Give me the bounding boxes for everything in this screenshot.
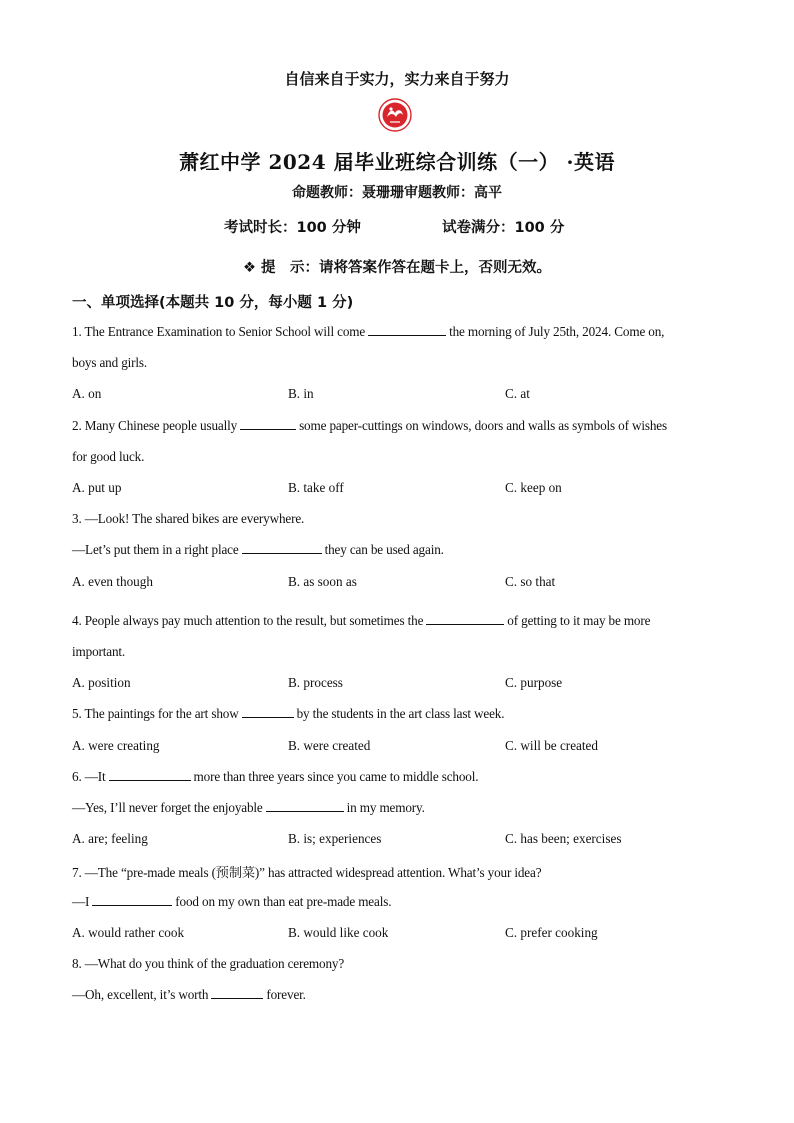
option-a: A. were creating	[72, 738, 160, 753]
question-line: for good luck.	[72, 449, 145, 464]
answer-blank	[426, 613, 504, 625]
option-c: C. at	[505, 386, 530, 401]
question-line: —Yes, I’ll never forget the enjoyable in my memory.	[72, 800, 425, 815]
option-b: B. were created	[288, 738, 371, 753]
option-b: B. as soon as	[288, 574, 357, 589]
option-c: C. keep on	[505, 480, 562, 495]
option-a: A. put up	[72, 480, 122, 495]
full-score: 试卷满分：100 分	[442, 220, 565, 236]
motto: 自信来自于实力，实力来自于努力	[284, 70, 510, 88]
option-a: A. would rather cook	[72, 925, 185, 940]
exam-title: 萧红中学 2024 届毕业班综合训练（一） ·英语	[178, 150, 615, 174]
option-c: C. prefer cooking	[505, 925, 598, 940]
option-c: C. so that	[505, 574, 556, 589]
time-limit: 考试时长：100 分钟	[224, 220, 361, 236]
option-a: A. position	[72, 675, 131, 690]
option-c: C. will be created	[505, 738, 599, 753]
option-b: B. take off	[288, 480, 344, 495]
question-line: 7. —The “pre-made meals (预制菜)” has attracted widespread attention. What’s your idea?	[72, 865, 542, 880]
notice: ❖ 提 示：请将答案作答在题卡上，否则无效。	[242, 260, 552, 276]
question-line: —Let’s put them in a right place they can be used again.	[72, 542, 444, 557]
option-b: B. in	[288, 386, 314, 401]
question-line: 1. The Entrance Examination to Senior School will come the morning of July 25th, 2024. Come on,	[72, 324, 665, 339]
answer-blank	[92, 894, 172, 906]
question-line: 4. People always pay much attention to the result, but sometimes the of getting to it may be more	[72, 613, 651, 628]
option-a: A. even though	[72, 574, 153, 589]
teachers-line: 命题教师：聂珊珊审题教师：高平	[292, 185, 502, 201]
answer-blank	[242, 542, 322, 554]
option-b: B. is; experiences	[288, 831, 382, 846]
answer-blank	[266, 800, 344, 812]
question-line: 8. —What do you think of the graduation ceremony?	[72, 956, 345, 971]
question-line: boys and girls.	[72, 355, 148, 370]
answer-blank	[242, 706, 294, 718]
answer-blank	[240, 418, 296, 430]
question-line: 3. —Look! The shared bikes are everywhere.	[72, 511, 305, 526]
option-a: A. on	[72, 386, 102, 401]
section-title: 一、单项选择(本题共 10 分，每小题 1 分)	[72, 295, 354, 311]
school-emblem-icon	[378, 98, 412, 132]
answer-blank	[368, 324, 446, 336]
question-line: 6. —It more than three years since you came to middle school.	[72, 769, 479, 784]
question-line: important.	[72, 644, 126, 659]
question-line: 5. The paintings for the art show by the students in the art class last week.	[72, 706, 505, 721]
option-c: C. purpose	[505, 675, 563, 690]
question-line: —I food on my own than eat pre-made meals.	[72, 894, 392, 909]
option-c: C. has been; exercises	[505, 831, 622, 846]
question-line: —Oh, excellent, it’s worth forever.	[72, 987, 306, 1002]
option-a: A. are; feeling	[72, 831, 148, 846]
option-b: B. would like cook	[288, 925, 389, 940]
answer-blank	[211, 987, 263, 999]
question-line: 2. Many Chinese people usually some paper-cuttings on windows, doors and walls as symbols of wishes	[72, 418, 667, 433]
answer-blank	[109, 769, 191, 781]
option-b: B. process	[288, 675, 343, 690]
